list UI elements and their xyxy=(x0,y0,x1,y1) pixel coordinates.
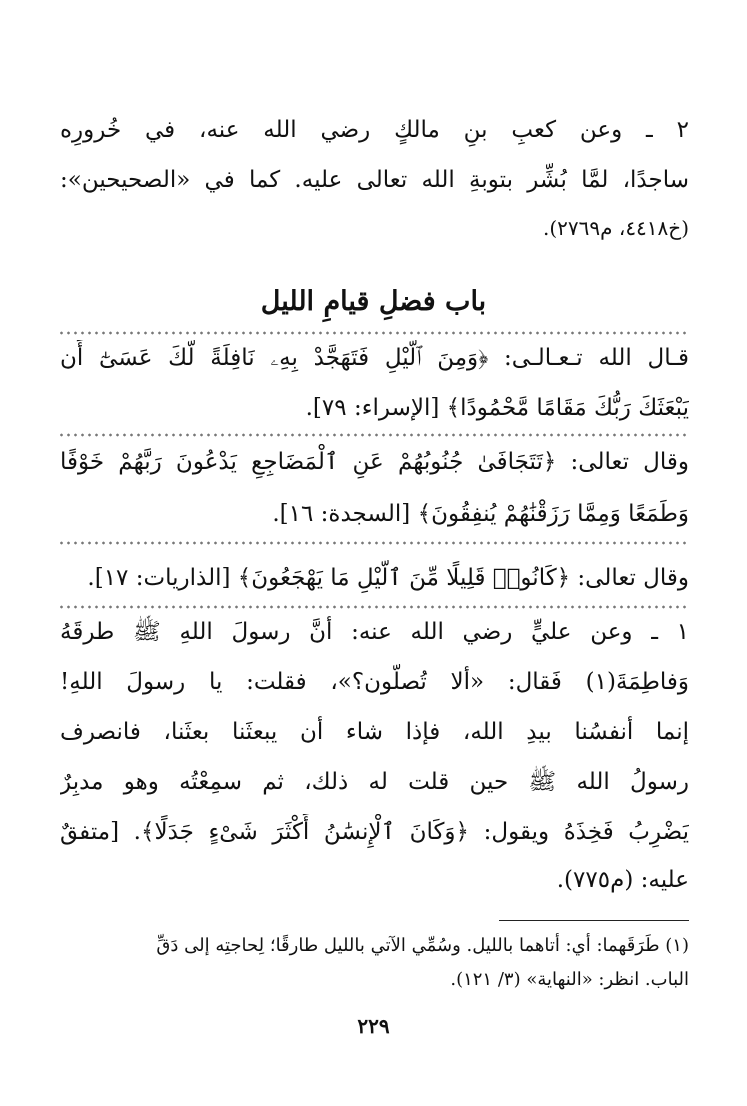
verse-1-line-1: قـال الله تـعـالـى: ﴿وَمِنَ ٱلَّيْلِ فَتَهَجَّدْ بِهِۦ نَافِلَةً لَّكَ عَسَىٰٓ أَن xyxy=(60,345,689,371)
hadith-kab-reference: (خ٤٤١٨، م٢٧٦٩). xyxy=(542,216,689,240)
separator-line xyxy=(58,432,689,438)
separator-line xyxy=(58,330,689,336)
chapter-title: باب فضلِ قيامِ الليل xyxy=(260,286,487,317)
hadith-kab-line-1: ٢ ـ وعن كعبِ بنِ مالكٍ رضي الله عنه، في خُرورِه xyxy=(60,117,689,143)
separator-line xyxy=(58,540,689,546)
verse-3-line-1: وقال تعالى: ﴿كَانُوا۟ قَلِيلًا مِّنَ ٱلَّيْلِ مَا يَهْجَعُونَ﴾ [الذاريات: ١٧]. xyxy=(87,565,689,591)
page-number: ٢٢٩ xyxy=(357,1014,390,1038)
verse-2-line-1: وقال تعالى: ﴿تَتَجَافَىٰ جُنُوبُهُمْ عَنِ ٱلْمَضَاجِعِ يَدْعُونَ رَبَّهُمْ خَوْفًا xyxy=(60,449,689,475)
hadith-ali-line-4: رسولُ الله ﷺ حين قلت له ذلك، ثم سمِعْتُه وهو مدبِرٌ xyxy=(60,769,689,795)
footnote-rule xyxy=(499,920,689,921)
verse-1-line-2: يَبْعَثَكَ رَبُّكَ مَقَامًا مَّحْمُودًا﴾ [الإسراء: ٧٩]. xyxy=(305,395,689,421)
footnote-line-1: (١) طَرَقَهما: أي: أتاهما بالليل. وسُمِّي الآتي بالليل طارقًا؛ لِحاجتِه إلى دَقِّ xyxy=(156,935,689,956)
hadith-ali-line-2: وَفاطِمَةَ(١) فَقال: «ألا تُصلُّون؟»، فقلت: يا رسولَ اللهِ! xyxy=(60,669,689,695)
verse-2-line-2: وَطَمَعًا وَمِمَّا رَزَقْنَٰهُمْ يُنفِقُونَ﴾ [السجدة: ١٦]. xyxy=(272,501,689,527)
hadith-ali-line-3: إنما أنفسُنا بيدِ الله، فإذا شاء أن يبعثَنا بعثَنا، فانصرف xyxy=(60,719,689,745)
hadith-ali-line-6: عليه: (م٧٧٥). xyxy=(556,867,689,893)
separator-line xyxy=(58,604,689,610)
footnote-line-2: الباب. انظر: «النهاية» (٣/ ١٢١). xyxy=(450,969,689,990)
hadith-ali-line-5: يَضْرِبُ فَخِذَهُ ويقول: ﴿وَكَانَ ٱلْإِنسَٰنُ أَكْثَرَ شَىْءٍ جَدَلًا﴾. [متفقٌ xyxy=(60,819,689,845)
hadith-kab-line-2: ساجدًا، لمَّا بُشِّر بتوبةِ الله تعالى عليه. كما في «الصحيحين»: xyxy=(60,167,689,193)
hadith-ali-line-1: ١ ـ وعن عليٍّ رضي الله عنه: أنَّ رسولَ اللهِ ﷺ طرقَهُ xyxy=(60,619,689,645)
